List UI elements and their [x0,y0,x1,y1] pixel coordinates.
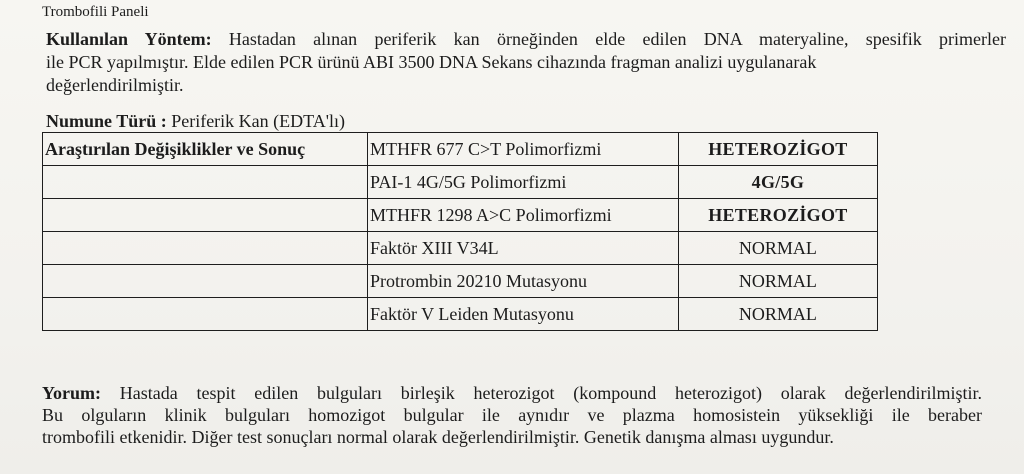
test-result: NORMAL [678,232,877,265]
test-result: HETEROZİGOT [678,133,877,166]
method-line-1 [46,28,1006,51]
test-result: NORMAL [678,298,877,331]
method-text-1: Hastadan alınan periferik kan örneğinden elde edilen DNA materyaline, spesifik primerler [228,29,1006,49]
comment-line-3: trombofili etkenidir. Diğer test sonuçları normal olarak değerlendirilmiştir. Genetik danışma alması uygundur. [42,427,834,447]
comment-line-2: Bu olguların klinik bulguları homozigot bulgular ile aynıdır ve plazma homosistein yüksekliği ile beraber [42,405,982,425]
comment-line-1 [42,382,982,404]
test-name: MTHFR 677 C>T Polimorfizmi [368,133,679,166]
table-row [43,265,878,298]
test-name: Faktör V Leiden Mutasyonu [368,298,679,331]
sample-label: Numune Türü : [46,111,167,131]
test-result: 4G/5G [678,166,877,199]
empty-cell [43,298,368,331]
document-title: Trombofili Paneli [42,4,149,20]
method-line-3: değerlendirilmiştir. [46,75,184,95]
test-result: NORMAL [678,265,877,298]
table-row [43,199,878,232]
sample-value: Periferik Kan (EDTA'lı) [171,111,345,131]
method-section [46,28,1006,97]
table-row [43,298,878,331]
test-name: MTHFR 1298 A>C Polimorfizmi [368,199,679,232]
table-row [43,166,878,199]
comment-label: Yorum: [42,383,101,403]
results-table [42,132,878,331]
results-header-label: Araştırılan Değişiklikler ve Sonuç [43,133,368,166]
method-label: Kullanılan Yöntem: [46,29,212,49]
method-line-2: ile PCR yapılmıştır. Elde edilen PCR ürünü ABI 3500 DNA Sekans cihazında fragman analizi uygulanarak [46,52,817,72]
empty-cell [43,166,368,199]
comment-text-1: Hastada tespit edilen bulguları birleşik heterozigot (kompound heterozigot) olarak değerlendirilmiştir. [119,383,983,403]
table-row [43,133,878,166]
test-result: HETEROZİGOT [678,199,877,232]
empty-cell [43,265,368,298]
comment-section [42,382,982,448]
test-name: Faktör XIII V34L [368,232,679,265]
test-name: PAI-1 4G/5G Polimorfizmi [368,166,679,199]
table-row [43,232,878,265]
empty-cell [43,232,368,265]
empty-cell [43,199,368,232]
sample-type [46,111,345,132]
test-name: Protrombin 20210 Mutasyonu [368,265,679,298]
